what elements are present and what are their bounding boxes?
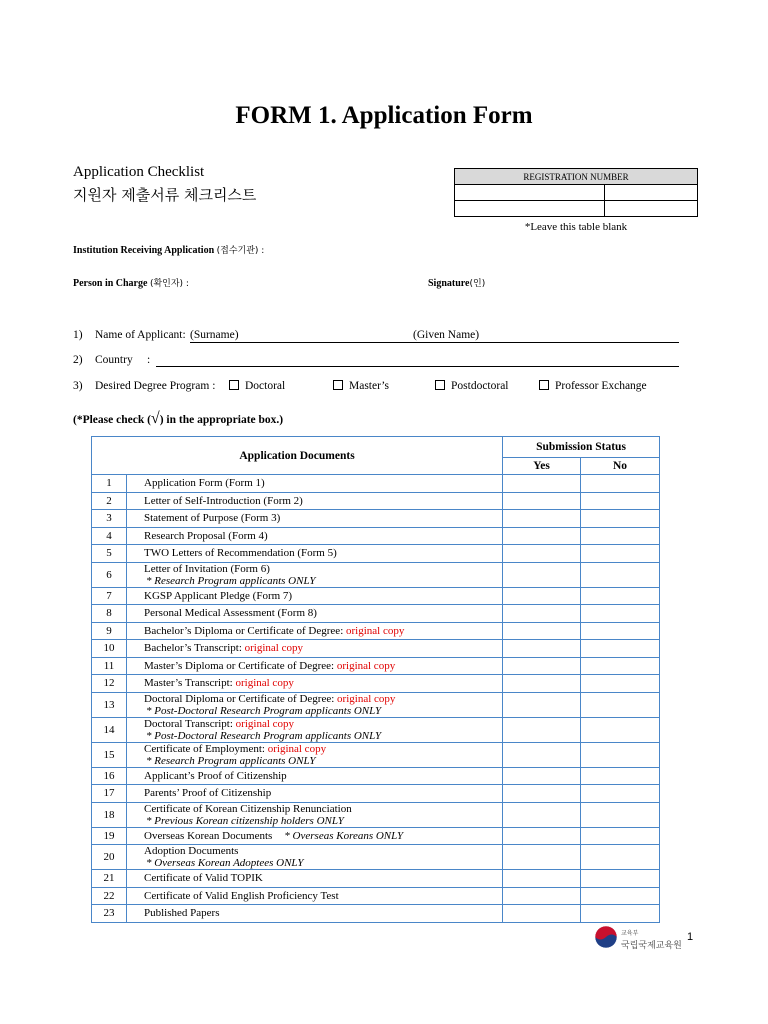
status-yes-cell[interactable]: [503, 717, 581, 742]
q3-label: Desired Degree Program :: [95, 380, 216, 392]
document-label: Overseas Korean Documents: [144, 829, 273, 842]
checkbox[interactable]: [229, 380, 239, 390]
table-row: [92, 510, 660, 528]
original-copy-note: original copy: [244, 642, 303, 655]
q2-label: Country: [95, 354, 133, 366]
document-cell: [127, 640, 503, 658]
row-number: 22: [92, 887, 127, 905]
document-cell: [127, 657, 503, 675]
row-number: 2: [92, 492, 127, 510]
status-no-cell[interactable]: [581, 767, 660, 785]
document-note: * Research Program applicants ONLY: [146, 574, 316, 587]
document-cell: [127, 510, 503, 528]
row-number: 15: [92, 742, 127, 767]
status-no-cell[interactable]: [581, 527, 660, 545]
document-cell: [127, 845, 503, 870]
registration-number-table: [454, 168, 698, 217]
table-row: [92, 492, 660, 510]
document-label: Master’s Diploma or Certificate of Degree:: [144, 659, 337, 672]
row-number: 10: [92, 640, 127, 658]
status-no-cell[interactable]: [581, 475, 660, 493]
table-row: [92, 622, 660, 640]
document-cell: [127, 587, 503, 605]
document-label: TWO Letters of Recommendation (Form 5): [144, 547, 337, 560]
logo-main-text: 국립국제교육원: [621, 941, 682, 951]
table-row: [92, 785, 660, 803]
status-no-cell[interactable]: [581, 845, 660, 870]
institution-label-korean: (접수기관) :: [216, 246, 265, 256]
table-row: [92, 605, 660, 623]
logo-text: [621, 928, 682, 951]
row-number: 21: [92, 870, 127, 888]
row-number: 17: [92, 785, 127, 803]
option-masters[interactable]: [333, 380, 389, 392]
original-copy-note: original copy: [337, 692, 396, 705]
option-doctoral[interactable]: [229, 380, 285, 392]
row-number: 20: [92, 845, 127, 870]
instruction-text: ) in the appropriate box.): [159, 414, 284, 426]
document-cell: [127, 692, 503, 717]
surname-label: (Surname): [190, 329, 239, 341]
document-label: Research Proposal (Form 4): [144, 529, 268, 542]
document-note: * Post-Doctoral Research Program applicants ONLY: [146, 729, 382, 742]
row-number: 4: [92, 527, 127, 545]
registration-number-header: REGISTRATION NUMBER: [455, 169, 698, 185]
document-cell: [127, 802, 503, 827]
institution-label: Institution Receiving Application: [73, 245, 215, 256]
table-row: [92, 675, 660, 693]
status-yes-cell[interactable]: [503, 510, 581, 528]
table-row: [92, 527, 660, 545]
institution-field[interactable]: [73, 243, 264, 256]
status-no-cell[interactable]: [581, 605, 660, 623]
status-no-cell[interactable]: [581, 870, 660, 888]
instruction-text: (*Please check (: [73, 414, 151, 426]
document-cell: [127, 767, 503, 785]
status-yes-cell[interactable]: [503, 692, 581, 717]
row-number: 23: [92, 905, 127, 923]
q2-colon: :: [147, 354, 151, 366]
name-input-line[interactable]: [190, 342, 679, 343]
document-label: Adoption Documents: [144, 845, 239, 857]
check-instruction: [73, 410, 283, 428]
document-cell: [127, 605, 503, 623]
document-label: Bachelor’s Diploma or Certificate of Degree:: [144, 624, 346, 637]
checklist-title: Application Checklist: [73, 164, 205, 180]
document-label: Letter of Self-Introduction (Form 2): [144, 494, 303, 507]
status-yes-cell[interactable]: [503, 767, 581, 785]
table-row: [92, 692, 660, 717]
status-no-cell[interactable]: [581, 510, 660, 528]
table-row: [92, 475, 660, 493]
document-cell: [127, 475, 503, 493]
person-in-charge-label-korean: (확인자) :: [149, 279, 189, 289]
original-copy-note: original copy: [267, 742, 327, 755]
status-no-cell[interactable]: [581, 887, 660, 905]
ministry-logo-icon: [594, 925, 618, 949]
document-cell: [127, 827, 503, 845]
status-yes-cell[interactable]: [503, 527, 581, 545]
document-label: Doctoral Diploma or Certificate of Degree:: [144, 692, 338, 705]
table-row: [92, 742, 660, 767]
header-submission-status: Submission Status: [503, 437, 660, 458]
document-note: * Research Program applicants ONLY: [146, 754, 316, 767]
row-number: 13: [92, 692, 127, 717]
table-row: [92, 640, 660, 658]
table-row: [92, 905, 660, 923]
status-no-cell[interactable]: [581, 827, 660, 845]
document-cell: [127, 527, 503, 545]
status-no-cell[interactable]: [581, 802, 660, 827]
status-yes-cell[interactable]: [503, 640, 581, 658]
status-yes-cell[interactable]: [503, 605, 581, 623]
row-number: 3: [92, 510, 127, 528]
status-yes-cell[interactable]: [503, 827, 581, 845]
status-yes-cell[interactable]: [503, 742, 581, 767]
status-no-cell[interactable]: [581, 675, 660, 693]
document-label: Application Form (Form 1): [144, 477, 265, 490]
option-label: Doctoral: [245, 380, 286, 392]
status-yes-cell[interactable]: [503, 887, 581, 905]
status-no-cell[interactable]: [581, 640, 660, 658]
status-yes-cell[interactable]: [503, 587, 581, 605]
document-cell: [127, 905, 503, 923]
status-yes-cell[interactable]: [503, 562, 581, 587]
status-no-cell[interactable]: [581, 587, 660, 605]
document-label: Applicant’s Proof of Citizenship: [144, 769, 287, 782]
document-label: Letter of Invitation (Form 6): [144, 562, 270, 575]
table-row: [92, 887, 660, 905]
status-no-cell[interactable]: [581, 622, 660, 640]
document-label: Certificate of Employment:: [144, 742, 268, 755]
status-yes-cell[interactable]: [503, 475, 581, 493]
registration-cell[interactable]: [455, 201, 605, 217]
status-yes-cell[interactable]: [503, 622, 581, 640]
document-cell: [127, 622, 503, 640]
original-copy-note: original copy: [235, 717, 295, 730]
document-note: * Overseas Koreans ONLY: [284, 829, 404, 842]
person-in-charge-label: Person in Charge: [73, 278, 148, 289]
row-number: 8: [92, 605, 127, 623]
form-title: FORM 1. Application Form: [235, 102, 533, 129]
status-no-cell[interactable]: [581, 785, 660, 803]
registration-note: *Leave this table blank: [524, 221, 628, 233]
status-no-cell[interactable]: [581, 492, 660, 510]
status-no-cell[interactable]: [581, 692, 660, 717]
original-copy-note: original copy: [336, 659, 396, 672]
logo-small-text: 교육부: [621, 930, 639, 937]
option-postdoctoral[interactable]: [435, 380, 509, 392]
row-number: 5: [92, 545, 127, 563]
given-name-label: (Given Name): [413, 329, 480, 341]
document-note: * Overseas Korean Adoptees ONLY: [146, 857, 304, 869]
status-yes-cell[interactable]: [503, 545, 581, 563]
row-number: 16: [92, 767, 127, 785]
table-row: [92, 587, 660, 605]
document-cell: [127, 492, 503, 510]
status-yes-cell[interactable]: [503, 905, 581, 923]
registration-cell[interactable]: [605, 201, 698, 217]
table-row: [92, 802, 660, 827]
documents-table: [91, 436, 660, 923]
document-label: Parents’ Proof of Citizenship: [144, 787, 272, 800]
row-number: 18: [92, 802, 127, 827]
person-in-charge-field[interactable]: [73, 276, 189, 289]
table-row: [92, 717, 660, 742]
original-copy-note: original copy: [235, 677, 294, 690]
status-yes-cell[interactable]: [503, 657, 581, 675]
header-no: No: [581, 458, 660, 475]
q1-number: 1): [73, 329, 83, 341]
status-no-cell[interactable]: [581, 545, 660, 563]
document-cell: [127, 742, 503, 767]
row-number: 6: [92, 562, 127, 587]
option-professor-exchange[interactable]: [539, 380, 647, 392]
row-number: 14: [92, 717, 127, 742]
document-cell: [127, 717, 503, 742]
document-note: * Post-Doctoral Research Program applicants ONLY: [146, 704, 382, 717]
document-label: KGSP Applicant Pledge (Form 7): [144, 589, 293, 602]
table-row: [92, 657, 660, 675]
row-number: 1: [92, 475, 127, 493]
document-cell: [127, 675, 503, 693]
document-cell: [127, 562, 503, 587]
status-yes-cell[interactable]: [503, 492, 581, 510]
checkbox[interactable]: [539, 380, 549, 390]
document-label: Personal Medical Assessment (Form 8): [144, 607, 317, 620]
signature-field[interactable]: [428, 276, 485, 289]
option-label: Professor Exchange: [555, 380, 647, 392]
table-row: [92, 827, 660, 845]
table-row: [92, 545, 660, 563]
table-row: [92, 845, 660, 870]
checklist-title-korean: 지원자 제출서류 체크리스트: [73, 186, 257, 204]
page-number: 1: [687, 931, 694, 943]
status-yes-cell[interactable]: [503, 675, 581, 693]
document-label: Published Papers: [144, 907, 220, 920]
row-number: 12: [92, 675, 127, 693]
status-no-cell[interactable]: [581, 657, 660, 675]
option-label: Master’s: [349, 380, 390, 392]
row-number: 7: [92, 587, 127, 605]
checkbox[interactable]: [333, 380, 343, 390]
document-label: Certificate of Valid English Proficiency Test: [144, 889, 339, 902]
status-no-cell[interactable]: [581, 742, 660, 767]
q2-number: 2): [73, 354, 83, 366]
signature-label: Signature: [428, 278, 470, 289]
table-row: [92, 767, 660, 785]
status-no-cell[interactable]: [581, 562, 660, 587]
q1-label: Name of Applicant:: [95, 329, 186, 341]
status-no-cell[interactable]: [581, 717, 660, 742]
row-number: 11: [92, 657, 127, 675]
status-yes-cell[interactable]: [503, 870, 581, 888]
document-label: Master’s Transcript:: [144, 677, 236, 690]
document-note: * Previous Korean citizenship holders ONLY: [146, 814, 344, 827]
option-label: Postdoctoral: [451, 380, 509, 392]
signature-label-korean: (인): [469, 279, 486, 289]
table-row: [92, 562, 660, 587]
header-application-documents: Application Documents: [92, 437, 503, 475]
document-label: Bachelor’s Transcript:: [144, 642, 245, 655]
document-label: Doctoral Transcript:: [144, 717, 236, 730]
status-no-cell[interactable]: [581, 905, 660, 923]
document-cell: [127, 785, 503, 803]
document-cell: [127, 887, 503, 905]
check-mark-icon: √: [150, 410, 160, 427]
checkbox[interactable]: [435, 380, 445, 390]
status-yes-cell[interactable]: [503, 802, 581, 827]
status-yes-cell[interactable]: [503, 785, 581, 803]
document-label: Certificate of Korean Citizenship Renunciation: [144, 802, 352, 815]
document-label: Statement of Purpose (Form 3): [144, 512, 281, 525]
document-cell: [127, 545, 503, 563]
original-copy-note: original copy: [346, 624, 405, 637]
row-number: 9: [92, 622, 127, 640]
status-yes-cell[interactable]: [503, 845, 581, 870]
header-yes: Yes: [503, 458, 581, 475]
document-cell: [127, 870, 503, 888]
table-row: [92, 870, 660, 888]
document-label: Certificate of Valid TOPIK: [144, 872, 263, 885]
q3-number: 3): [73, 380, 83, 392]
country-input-line[interactable]: [156, 366, 679, 367]
registration-cell[interactable]: [605, 185, 698, 201]
registration-cell[interactable]: [455, 185, 605, 201]
row-number: 19: [92, 827, 127, 845]
